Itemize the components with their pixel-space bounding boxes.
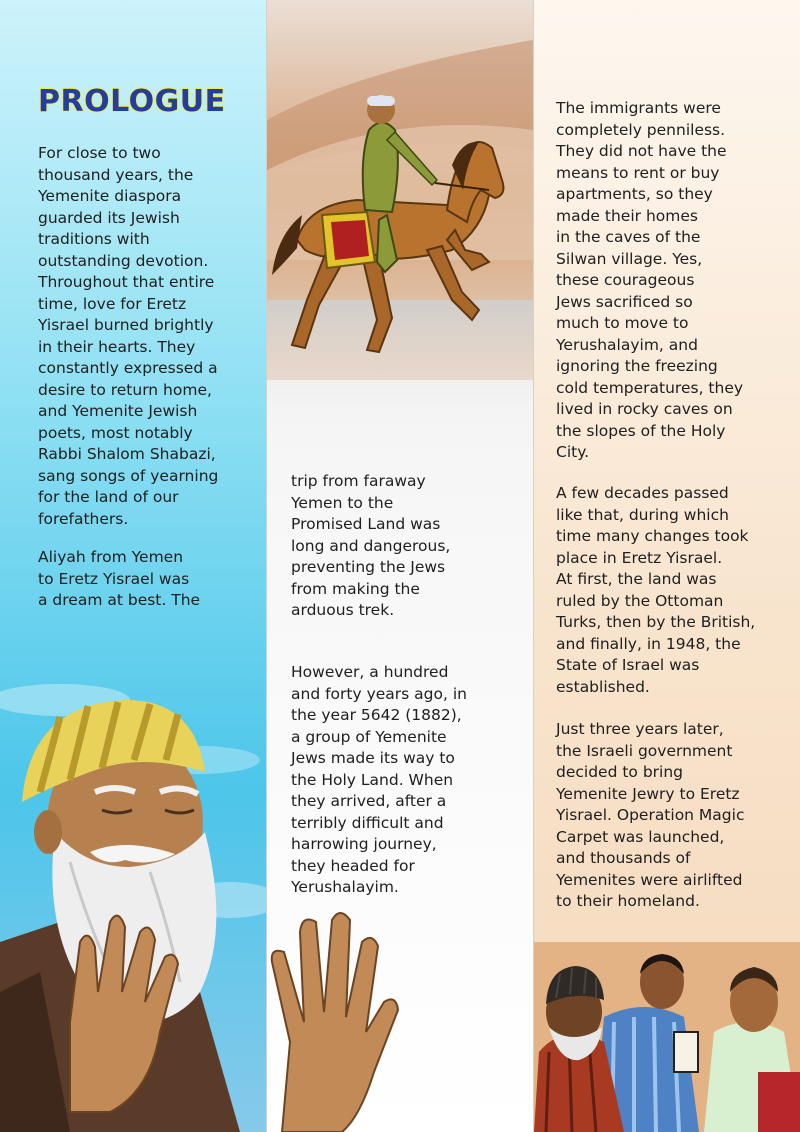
- rider-on-horse-illustration: [267, 0, 533, 420]
- paragraph-arrival: However, a hundred and forty years ago, in the year 5642 (1882), a group of Yemenite Jews made its way to the Holy Land. When they arrived, after a terribly difficult and harrowing journey, they headed for Yerushalayim.: [291, 663, 467, 896]
- paragraph-magic-carpet: Just three years later, the Israeli government decided to bring Yemenite Jewry to Eretz Yisrael. Operation Magic Carpet was launched, and thousands of Yemenites were airlifted to their homeland.: [556, 720, 745, 910]
- paragraph-trip: trip from faraway Yemen to the Promised Land was long and dangerous, preventing the Jews from making the arduous trek.: [291, 472, 451, 619]
- raised-hand-illustration: [267, 902, 402, 1132]
- paragraph-decades: A few decades passed like that, during which time many changes took place in Eretz Yisrael. At first, the land was ruled by the Ottoman Turks, then by the British, and finally, in 1948, the State of Israel was established.: [556, 484, 756, 696]
- page-title: PROLOGUE: [38, 84, 226, 119]
- paragraph-penniless: The immigrants were completely penniless. They did not have the means to rent or buy apartments, so they made their homes in the caves of the Silwan village. Yes, these courageous Jews sacrificed so much to move to Yerushalayim, and ignoring the freezing cold temperatures, they lived in rocky caves on the slopes of the Holy City.: [556, 99, 744, 461]
- group-of-men-illustration: [534, 942, 800, 1132]
- paragraph-intro: For close to two thousand years, the Yemenite diaspora guarded its Jewish traditions with outstanding devotion. Throughout that entire time, love for Eretz Yisrael burned brightly in their hearts. They constantly expressed a desire to return home, and Yemenite Jewish poets, most notably Rabbi Shalom Shabazi, sang songs of yearning for the land of our forefathers.: [38, 144, 219, 528]
- paragraph-aliyah: Aliyah from Yemen to Eretz Yisrael was a dream at best. The: [38, 548, 201, 609]
- left-column: [0, 0, 266, 1132]
- right-column: [534, 0, 800, 1132]
- elder-praying-illustration: [0, 692, 266, 1132]
- middle-column: [267, 0, 533, 1132]
